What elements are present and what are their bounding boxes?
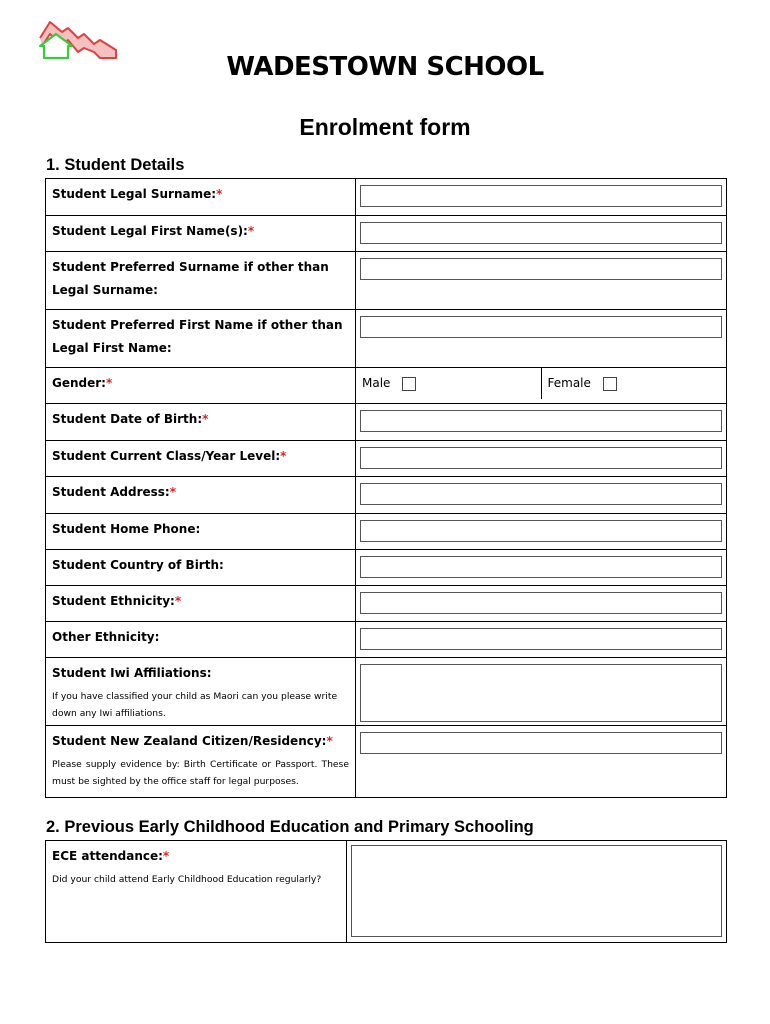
citizen-residency-input[interactable]: [360, 732, 722, 754]
school-name: WADESTOWN SCHOOL: [226, 52, 544, 82]
gender-female-label: Female: [547, 376, 591, 390]
table-row: [46, 179, 727, 216]
male-checkbox[interactable]: [402, 377, 416, 391]
table-row: [46, 252, 727, 310]
table-row: [46, 586, 727, 622]
field-label: Student Address:: [52, 485, 170, 499]
required-marker: *: [216, 187, 223, 201]
home-phone-input[interactable]: [360, 520, 722, 542]
field-label: Student New Zealand Citizen/Residency:: [52, 734, 327, 748]
table-row: [46, 622, 727, 658]
legal-surname-input[interactable]: [360, 185, 722, 207]
ethnicity-input[interactable]: [360, 592, 722, 614]
required-marker: *: [169, 485, 176, 499]
required-marker: *: [280, 449, 287, 463]
table-row: [46, 310, 727, 368]
field-note: If you have classified your child as Maori can you please write down any Iwi affiliations.: [52, 691, 338, 719]
address-input[interactable]: [360, 483, 722, 505]
gender-option-female: [541, 368, 727, 399]
form-title: Enrolment form: [299, 114, 471, 140]
required-marker: *: [105, 376, 113, 390]
field-label: ECE attendance:: [52, 849, 163, 863]
required-marker: *: [326, 734, 333, 748]
table-row: [46, 658, 727, 726]
preferred-surname-input[interactable]: [360, 258, 722, 280]
gender-options: [356, 368, 726, 399]
field-note: Please supply evidence by: Birth Certificate or Passport. These must be sighted by the office staff for legal purposes.: [52, 759, 349, 787]
field-label: Student Ethnicity:: [52, 594, 175, 608]
field-label: Gender:: [52, 376, 106, 390]
required-marker: *: [162, 849, 170, 863]
field-label: Student Preferred First Name if other than Legal First Name:: [52, 318, 343, 355]
gender-male-label: Male: [362, 376, 391, 390]
required-marker: *: [174, 594, 182, 608]
table-row: [46, 550, 727, 586]
field-label: Student Current Class/Year Level:: [52, 449, 281, 463]
field-label: Student Home Phone:: [52, 522, 201, 536]
table-row: [46, 368, 727, 404]
table-row: [46, 216, 727, 252]
date-of-birth-input[interactable]: [360, 410, 722, 432]
iwi-affiliations-input[interactable]: [360, 664, 722, 722]
student-details-table: [45, 178, 727, 798]
field-label: Student Date of Birth:: [52, 412, 203, 426]
preferred-first-name-input[interactable]: [360, 316, 722, 338]
ece-attendance-input[interactable]: [351, 845, 722, 937]
field-label: Student Country of Birth:: [52, 558, 224, 572]
table-row: [46, 477, 727, 514]
section-2-heading: 2. Previous Early Childhood Education and Primary Schooling: [46, 818, 534, 836]
ece-table: [45, 840, 727, 943]
table-row: [46, 441, 727, 477]
female-checkbox[interactable]: [603, 377, 617, 391]
table-row: [46, 404, 727, 441]
field-label: Student Preferred Surname if other than Legal Surname:: [52, 260, 329, 297]
table-row: [46, 841, 727, 943]
legal-first-name-input[interactable]: [360, 222, 722, 244]
field-note: Did your child attend Early Childhood Education regularly?: [52, 874, 322, 885]
table-row: [46, 514, 727, 550]
country-of-birth-input[interactable]: [360, 556, 722, 578]
field-label: Other Ethnicity:: [52, 630, 160, 644]
gender-option-male: [356, 368, 541, 399]
required-marker: *: [247, 224, 255, 238]
field-label: Student Legal Surname:: [52, 187, 217, 201]
class-year-level-input[interactable]: [360, 447, 722, 469]
other-ethnicity-input[interactable]: [360, 628, 722, 650]
required-marker: *: [202, 412, 209, 426]
section-1-heading: 1. Student Details: [46, 156, 185, 174]
table-row: [46, 726, 727, 798]
field-label: Student Legal First Name(s):: [52, 224, 248, 238]
field-label: Student Iwi Affiliations:: [52, 666, 212, 680]
